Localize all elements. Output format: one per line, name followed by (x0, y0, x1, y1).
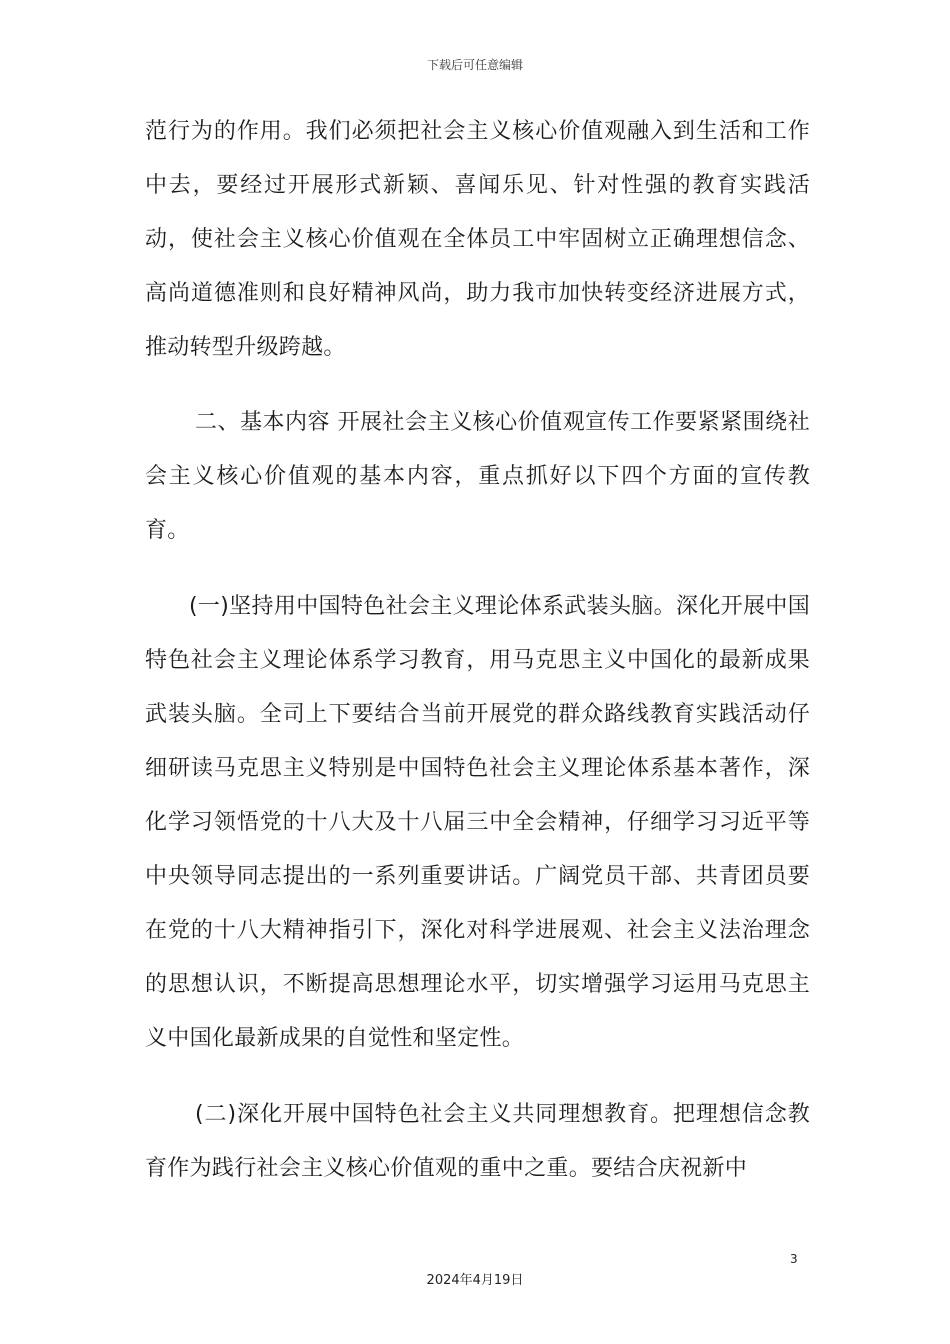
header-note: 下载后可任意编辑 (426, 58, 523, 72)
paragraph-section-basic-content: 二、基本内容 开展社会主义核心价值观宣传工作要紧紧围绕社会主义核心价值观的基本内容，重点抓好以下四个方面的宣传教育。 (145, 410, 810, 543)
footer-date: 2024年4月19日 (426, 1273, 524, 1288)
paragraph-continuation: 范行为的作用。我们必须把社会主义核心价值观融入到生活和工作中去，要经过开展形式新颖、喜闻乐见、针对性强的教育实践活动，使社会主义核心价值观在全体员工中牢固树立正确理想信念、高尚道德准则和良好精神风尚，助力我市加快转变经济进展方式，推动转型升级跨越。 (145, 119, 810, 360)
paragraph-item-one: (一)坚持用中国特色社会主义理论体系武装头脑。深化开展中国特色社会主义理论体系学习教育，用马克思主义中国化的最新成果武装头脑。全司上下要结合当前开展党的群众路线教育实践活动仔细研读马克思主义特别是中国特色社会主义理论体系基本著作，深化学习领悟党的十八大及十八届三中全会精神，仔细学习习近平等中央领导同志提出的一系列重要讲话。广阔党员干部、共青团员要在党的十八大精神指引下，深化对科学进展观、社会主义法治理念的思想认识，不断提高思想理论水平，切实增强学习运用马克思主义中国化最新成果的自觉性和坚定性。 (145, 594, 810, 1051)
paragraph-item-two: (二)深化开展中国特色社会主义共同理想教育。把理想信念教育作为践行社会主义核心价值观的重中之重。要结合庆祝新中 (145, 1102, 810, 1181)
page-number: 3 (790, 1252, 798, 1266)
